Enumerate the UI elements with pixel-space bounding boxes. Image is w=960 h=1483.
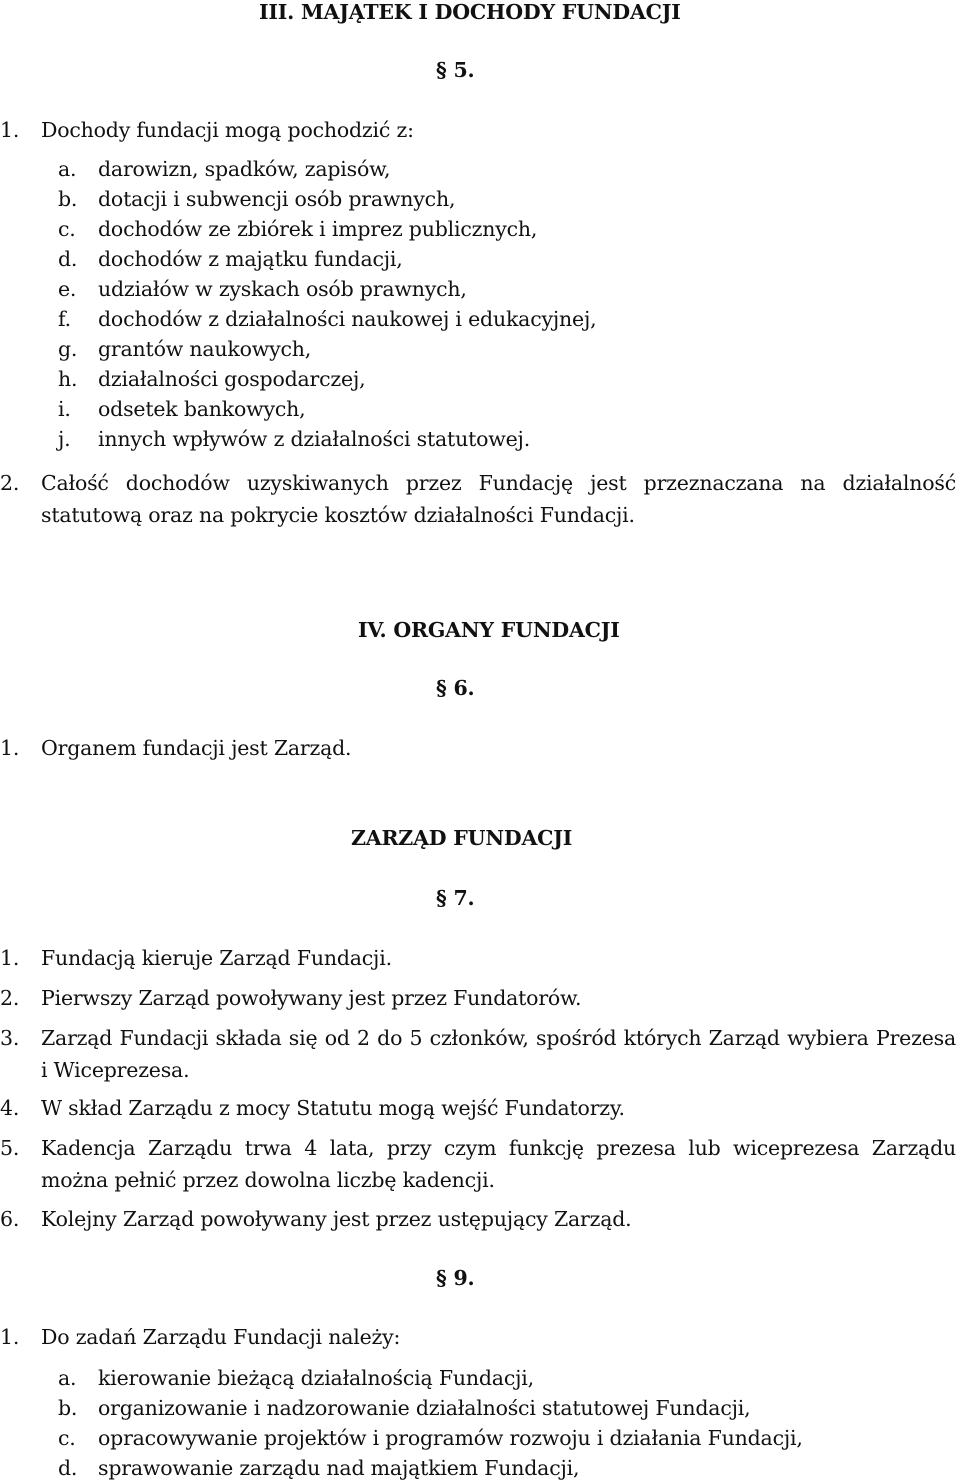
item-text: odsetek bankowych, <box>98 397 306 421</box>
item-letter: d. <box>58 247 78 271</box>
item-number: 1. <box>0 736 20 760</box>
item-text: sprawowanie zarządu nad majątkiem Fundacji, <box>98 1456 580 1480</box>
item-letter: a. <box>58 157 77 181</box>
item-text: Kolejny Zarząd powoływany jest przez ustępujący Zarząd. <box>41 1207 632 1231</box>
item-text: działalności gospodarczej, <box>98 367 366 391</box>
item-text: innych wpływów z działalności statutowej. <box>98 427 531 451</box>
item-text: dochodów z działalności naukowej i edukacyjnej, <box>98 307 597 331</box>
section-heading-iv: IV. ORGANY FUNDACJI <box>358 618 620 642</box>
item-text: Do zadań Zarządu Fundacji należy: <box>41 1325 401 1349</box>
item-text: Dochody fundacji mogą pochodzić z: <box>41 118 414 142</box>
item-letter: e. <box>58 277 77 301</box>
item-text: dochodów ze zbiórek i imprez publicznych, <box>98 217 538 241</box>
item-number: 1. <box>0 118 20 142</box>
item-text: darowizn, spadków, zapisów, <box>98 157 391 181</box>
list-item <box>0 467 956 531</box>
item-number: 6. <box>0 1207 20 1231</box>
item-number: 4. <box>0 1096 20 1120</box>
item-letter: a. <box>58 1366 77 1390</box>
item-text: W skład Zarządu z mocy Statutu mogą wejść Fundatorzy. <box>41 1096 625 1120</box>
item-letter: j. <box>58 427 71 451</box>
item-text: organizowanie i nadzorowanie działalności statutowej Fundacji, <box>98 1396 751 1420</box>
item-number: 2. <box>0 471 20 495</box>
item-letter: c. <box>58 1426 76 1450</box>
item-text: Organem fundacji jest Zarząd. <box>41 736 352 760</box>
item-letter: b. <box>58 1396 78 1420</box>
item-text: kierowanie bieżącą działalnością Fundacji, <box>98 1366 534 1390</box>
item-text: dochodów z majątku fundacji, <box>98 247 403 271</box>
paragraph-mark-9: § 9. <box>436 1266 475 1290</box>
item-number: 1. <box>0 1325 20 1349</box>
item-text: dotacji i subwencji osób prawnych, <box>98 187 456 211</box>
item-letter: f. <box>58 307 71 331</box>
item-number: 5. <box>0 1136 20 1160</box>
item-text: Kadencja Zarządu trwa 4 lata, przy czym funkcję prezesa lub wiceprezesa Zarządu można pełnić przez dowolna liczbę kadencji. <box>41 1136 956 1192</box>
item-letter: i. <box>58 397 71 421</box>
item-text: Fundacją kieruje Zarząd Fundacji. <box>41 946 392 970</box>
item-text: grantów naukowych, <box>98 337 312 361</box>
section-heading-iii: III. MAJĄTEK I DOCHODY FUNDACJI <box>259 0 681 24</box>
item-text: Zarząd Fundacji składa się od 2 do 5 członków, spośród których Zarząd wybiera Prezesa i Wiceprezesa. <box>41 1026 956 1082</box>
item-number: 2. <box>0 986 20 1010</box>
item-letter: g. <box>58 337 78 361</box>
item-letter: c. <box>58 217 76 241</box>
item-number: 1. <box>0 946 20 970</box>
item-text: Pierwszy Zarząd powoływany jest przez Fundatorów. <box>41 986 582 1010</box>
item-letter: d. <box>58 1456 78 1480</box>
zarzad-heading: ZARZĄD FUNDACJI <box>351 826 573 850</box>
paragraph-mark-5: § 5. <box>436 58 475 82</box>
paragraph-mark-7: § 7. <box>436 886 475 910</box>
item-text: udziałów w zyskach osób prawnych, <box>98 277 467 301</box>
item-text: Całość dochodów uzyskiwanych przez Fundację jest przeznaczana na działalność statutową oraz na pokrycie kosztów działalności Fundacji. <box>41 471 956 527</box>
list-item <box>0 1022 956 1086</box>
item-text: opracowywanie projektów i programów rozwoju i działania Fundacji, <box>98 1426 803 1450</box>
paragraph-mark-6: § 6. <box>436 676 475 700</box>
item-letter: h. <box>58 367 78 391</box>
item-letter: b. <box>58 187 78 211</box>
list-item <box>0 1132 956 1196</box>
item-number: 3. <box>0 1026 20 1050</box>
